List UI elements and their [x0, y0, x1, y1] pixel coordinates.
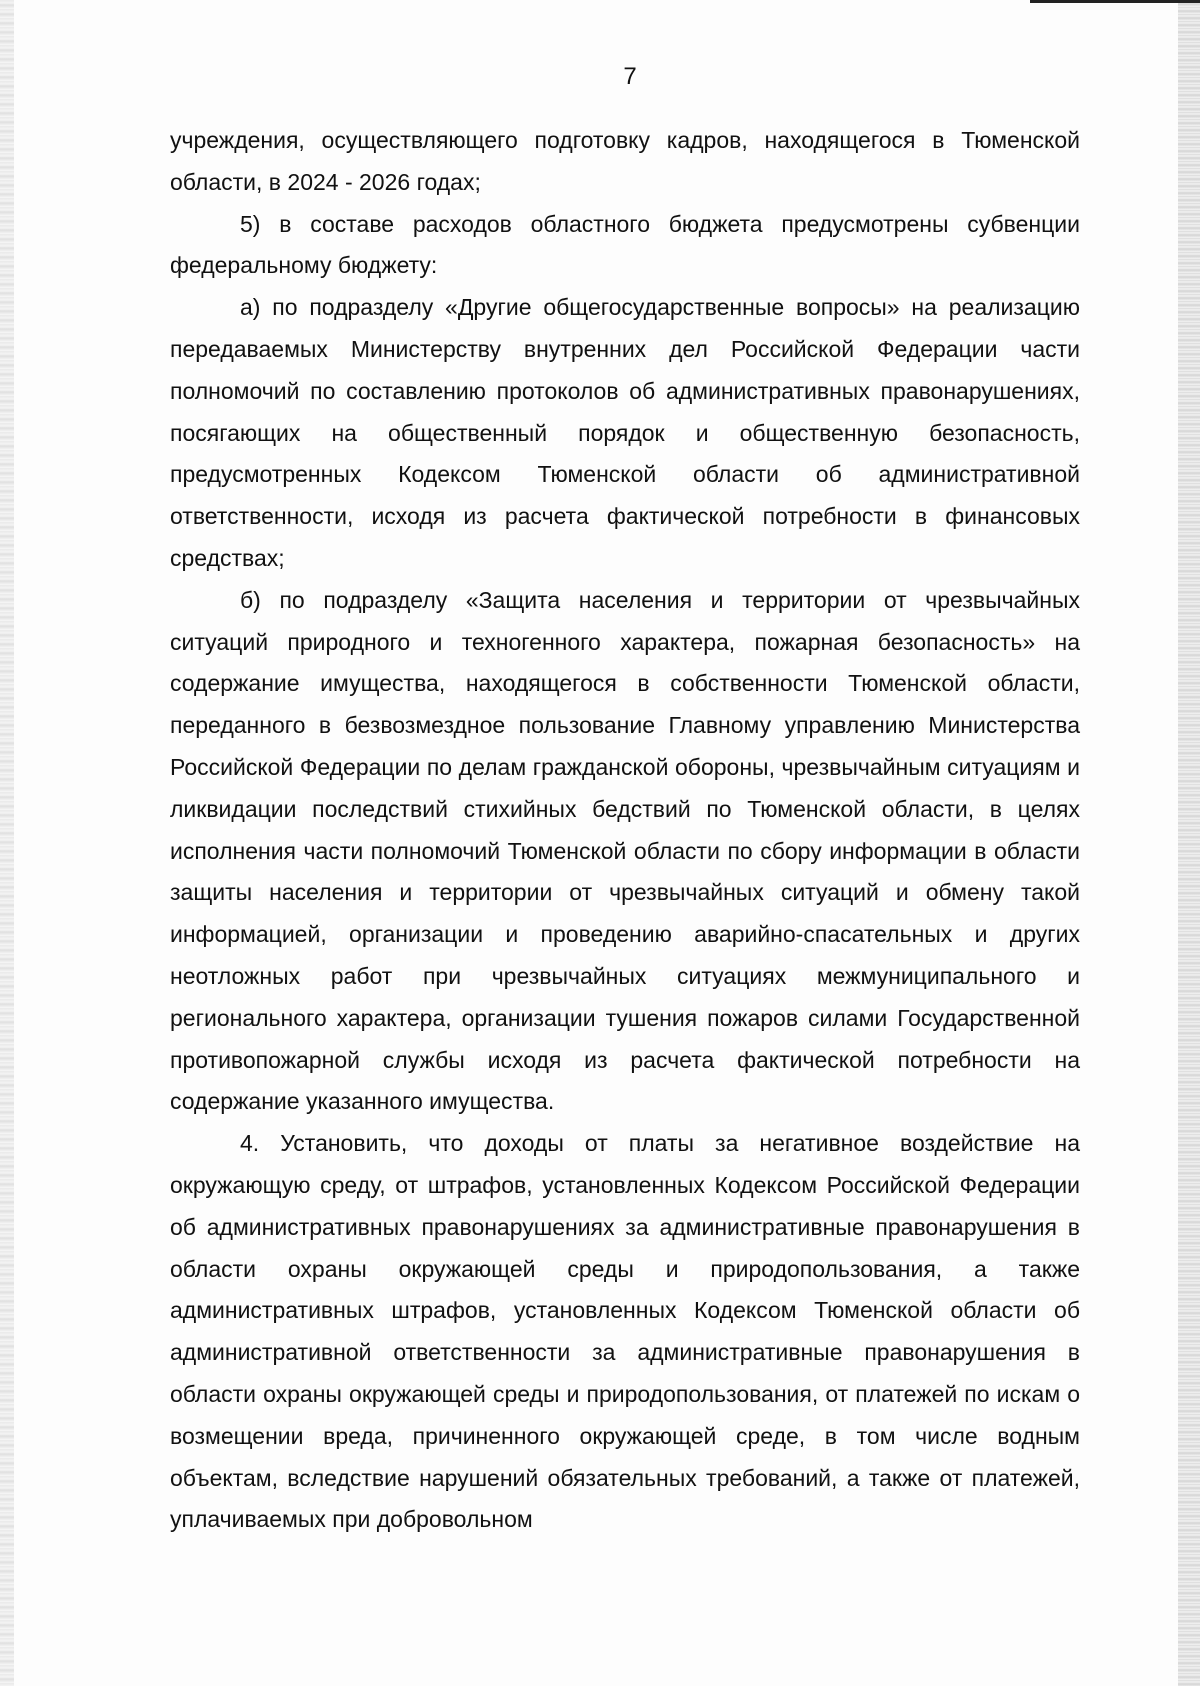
paragraph-continuation: учреждения, осуществляющего подготовку кадров, находящегося в Тюменской области, в 2024 - 2026 годах; — [170, 127, 1080, 195]
scan-edge-right — [1178, 0, 1200, 1686]
scan-edge-left — [0, 0, 14, 1686]
paragraph-item-5: 5) в составе расходов областного бюджета предусмотрены субвенции федеральному бюджету: — [170, 210, 1080, 279]
paragraph-subitem-b: б) по подразделу «Защита населения и территории от чрезвычайных ситуаций природного и техногенного характера, пожарная безопасность» на содержание имущества, находящегося в собственности Тюменской области, переданного в безвозмездное пользование Главному управлению Министерства Российской Федерации по делам гражданской обороны, чрезвычайным ситуациям и ликвидации последствий стихийных бедствий по Тюменской области, в целях исполнения части полномочий Тюменской области по сбору информации в области защиты населения и территории от чрезвычайных ситуаций и обмену такой информацией, организации и проведению аварийно-спасательных и других неотложных работ при чрезвычайных ситуациях межмуниципального и регионального характера, организации тушения пожаров силами Государственной противопожарной службы исходя из расчета фактической потребности на содержание указанного имущества. — [170, 586, 1080, 1115]
document-body — [170, 120, 1080, 1541]
page-number: 7 — [623, 63, 637, 90]
paragraph-subitem-a: а) по подразделу «Другие общегосударственные вопросы» на реализацию передаваемых Министерству внутренних дел Российской Федерации части полномочий по составлению протоколов об административных правонарушениях, посягающих на общественный порядок и общественную безопасность, предусмотренных Кодексом Тюменской области об административной ответственности, исходя из расчета фактической потребности в финансовых средствах; — [170, 294, 1080, 571]
paragraph-item-4: 4. Установить, что доходы от платы за негативное воздействие на окружающую среду, от штрафов, установленных Кодексом Российской Федерации об административных правонарушениях за административные правонарушения в области охраны окружающей среды и природопользования, а также административных штрафов, установленных Кодексом Тюменской области об административной ответственности за административные правонарушения в области охраны окружающей среды и природопользования, от платежей по искам о возмещении вреда, причиненного окружающей среде, в том числе водным объектам, вследствие нарушений обязательных требований, а также от платежей, уплачиваемых при добровольном — [170, 1130, 1080, 1533]
scan-edge-top — [1030, 0, 1200, 3]
